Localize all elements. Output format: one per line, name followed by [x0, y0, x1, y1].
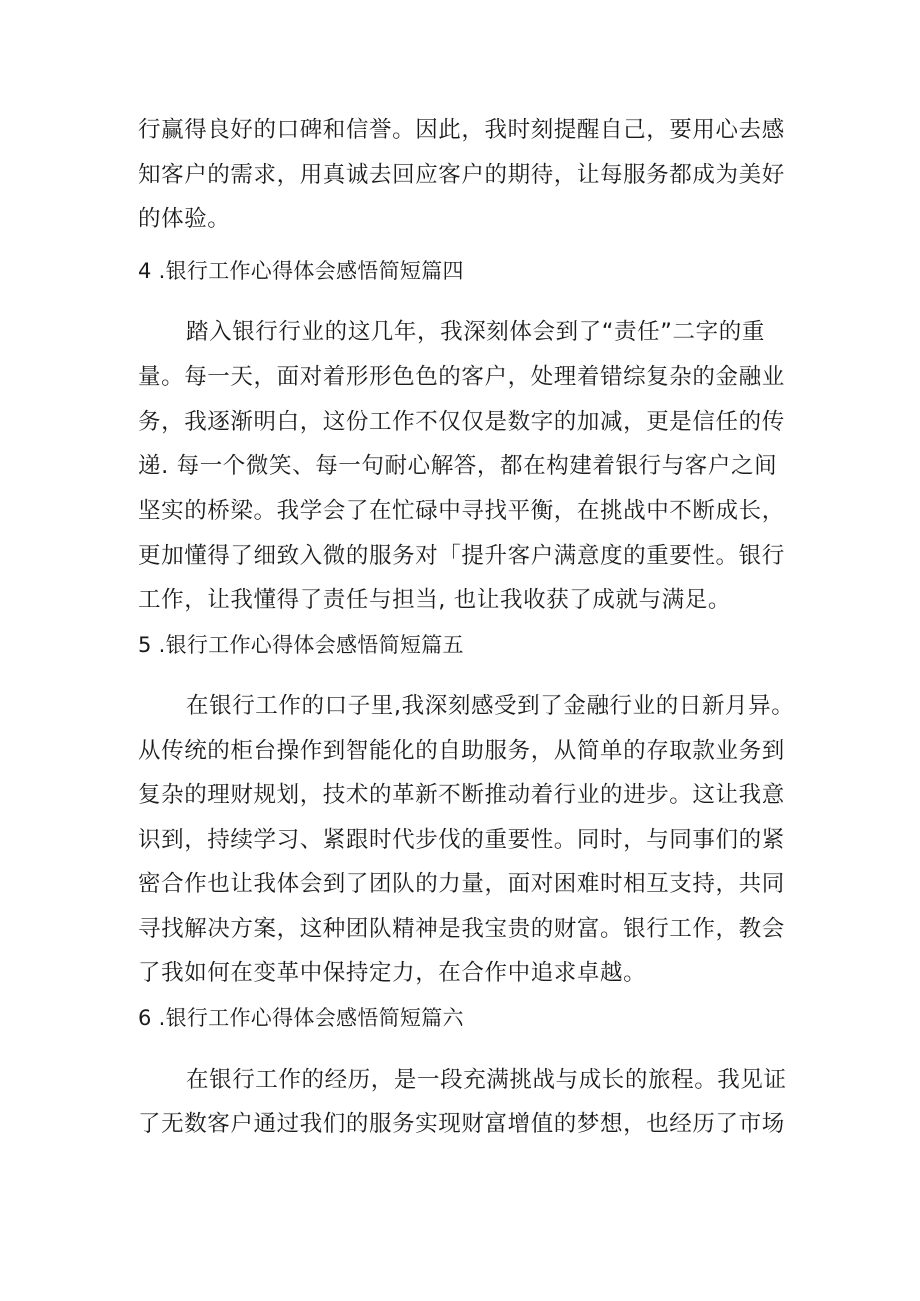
paragraph-line: 更加懂得了细致入微的服务对「提升客户满意度的重要性。银行 — [138, 543, 785, 569]
paragraph-line: 量。每一天，面对着形形色色的客户，处理着错综复杂的金融业 — [138, 364, 785, 390]
paragraph-line: 从传统的柜台操作到智能化的自助服务，从简单的存取款业务到 — [138, 738, 785, 764]
paragraph-line: 寻找解决方案，这种团队精神是我宝贵的财富。银行工作，教会 — [138, 916, 785, 942]
section-heading: 6 .银行工作心得体会感悟简短篇六 — [138, 1006, 464, 1030]
paragraph-line: 坚实的桥梁。我学会了在忙碌中寻找平衡，在挑战中不断成长， — [138, 498, 785, 524]
paragraph-line: 复杂的理财规划，技术的革新不断推动着行业的进步。这让我意 — [138, 782, 785, 808]
paragraph-line: 知客户的需求，用真诚去回应客户的期待，让每服务都成为美好 — [138, 162, 785, 188]
paragraph-line: 了我如何在变革中保持定力，在合作中追求卓越。 — [138, 960, 647, 986]
paragraph-line: 了无数客户通过我们的服务实现财富增值的梦想，也经历了市场 — [138, 1111, 785, 1137]
paragraph-line: 踏入银行行业的这几年，我深刻体会到了“责任”二字的重 — [186, 319, 765, 345]
paragraph-line: 工作，让我懂得了责任与担当, 也让我收获了成就与满足。 — [138, 587, 732, 613]
paragraph-line: 的体验。 — [138, 206, 231, 232]
paragraph-line: 务，我逐渐明白，这份工作不仅仅是数字的加减，更是信任的传 — [138, 409, 785, 435]
section-heading: 5 .银行工作心得体会感悟简短篇五 — [138, 633, 464, 657]
paragraph-line: 递. 每一个微笑、每一句耐心解答，都在构建着银行与客户之间 — [138, 453, 778, 479]
paragraph-line: 在银行工作的经历，是一段充满挑战与成长的旅程。我见证 — [186, 1067, 787, 1093]
paragraph-line: 在银行工作的口子里,我深刻感受到了金融行业的日新月异。 — [186, 693, 795, 719]
paragraph-line: 行赢得良好的口碑和信誉。因此，我时刻提醒自己，要用心去感 — [138, 117, 785, 143]
paragraph-line: 密合作也让我体会到了团队的力量，面对困难时相互支持，共同 — [138, 871, 785, 897]
section-heading: 4 .银行工作心得体会感悟简短篇四 — [138, 259, 464, 283]
paragraph-line: 识到，持续学习、紧跟时代步伐的重要性。同时，与同事们的紧 — [138, 827, 785, 853]
